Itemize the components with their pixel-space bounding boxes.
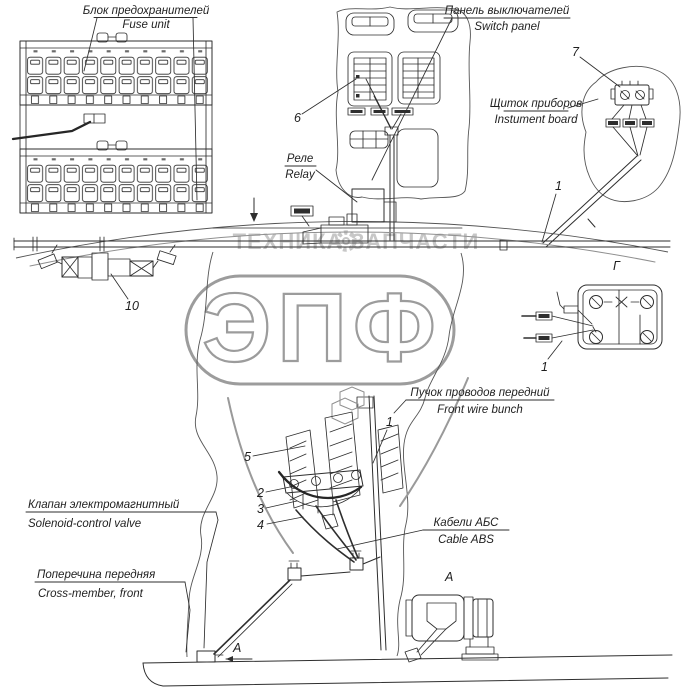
callout-2: 2 [257, 486, 264, 500]
label-switch-panel-en: Switch panel [474, 21, 540, 33]
callout-3: 3 [257, 502, 264, 516]
watermark-text-right: ЗАПЧАСТИ [350, 229, 480, 254]
switch-panel-label [372, 5, 570, 180]
fuse-unit [13, 33, 212, 213]
callout-4: 4 [257, 518, 264, 532]
section-marker-letter: А [233, 641, 242, 655]
label-relay-ru: Реле [286, 153, 314, 165]
label-front-wire-bunch-en: Front wire bunch [437, 404, 523, 416]
harness-assembly-10 [38, 245, 176, 313]
label-cross-member-en: Cross-member, front [38, 588, 143, 600]
abs-cable-label [337, 517, 509, 549]
label-cross-member-ru: Поперечина передняя [37, 569, 156, 581]
front-bumper [143, 655, 672, 686]
front-crossmember-assembly [214, 378, 468, 657]
instrument-board-connectors [606, 119, 654, 127]
relay-label [285, 153, 357, 202]
cross-member-label [35, 569, 190, 652]
down-arrow-icon [250, 198, 258, 222]
label-switch-panel-ru: Панель выключателей [444, 5, 570, 17]
brand-stamp-text: ЭПФ [202, 273, 442, 382]
detail-g-wires [522, 292, 596, 342]
switch-panel-harness-drop [390, 135, 394, 240]
callout-10: 10 [125, 299, 139, 313]
callout-1-detail-g: 1 [541, 360, 548, 374]
callout-1-center: 1 [386, 415, 393, 429]
abs-connector-left [288, 561, 301, 580]
label-cable-abs-en: Cable ABS [438, 534, 494, 546]
fuse-feed-wire [13, 122, 90, 139]
section-marker-a [226, 641, 252, 662]
front-wire-bunch-label [394, 387, 554, 416]
watermark-text-left: ТЕХНИКА [232, 229, 344, 254]
callout-5: 5 [244, 450, 251, 464]
label-cable-abs-ru: Кабели АБС [433, 517, 499, 529]
detail-g-letter: Г [613, 259, 620, 273]
callout-6: 6 [294, 111, 301, 125]
instrument-board [500, 66, 680, 250]
label-fuse-unit-ru: Блок предохранителей [82, 5, 210, 17]
detail-view-a [405, 570, 498, 662]
callout-7: 7 [572, 45, 579, 59]
label-instrument-board-en: Instument board [494, 114, 578, 126]
detail-a-letter: А [445, 570, 454, 584]
brand-stamp [186, 273, 454, 384]
label-front-wire-bunch-ru: Пучок проводов передний [410, 387, 550, 399]
label-instrument-board-ru: Щиток приборов [489, 98, 583, 110]
callout-1-right: 1 [555, 179, 562, 193]
switch-panel [336, 7, 470, 240]
detail-view-g [522, 259, 662, 374]
label-relay-en: Relay [285, 169, 315, 181]
label-solenoid-en: Solenoid-control valve [28, 518, 142, 530]
label-solenoid-ru: Клапан электромагнитный [28, 499, 180, 511]
label-fuse-unit-en: Fuse unit [122, 19, 170, 31]
